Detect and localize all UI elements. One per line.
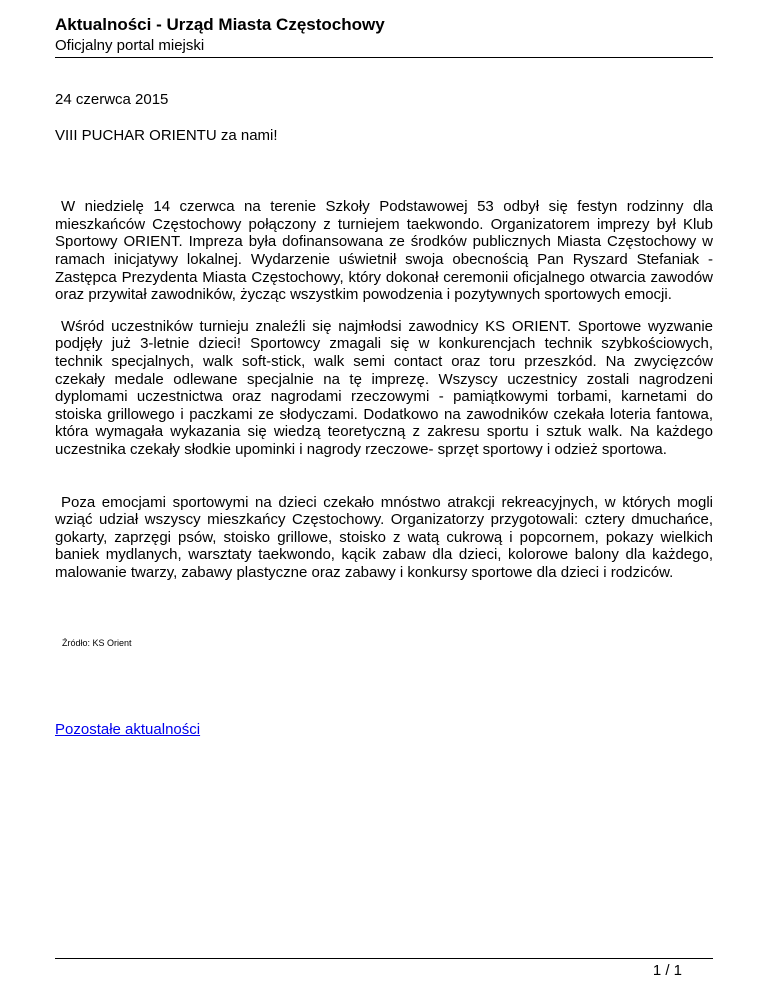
article (55, 91, 713, 739)
site-subtitle: Oficjalny portal miejski (55, 37, 205, 54)
header-divider (55, 57, 713, 58)
page-header (55, 14, 713, 56)
page-number: 1 / 1 (652, 962, 682, 979)
article-title: VIII PUCHAR ORIENTU za nami! (55, 126, 278, 144)
article-date: 24 czerwca 2015 (55, 91, 169, 108)
article-source: Źródło: KS Orient (62, 638, 132, 649)
article-paragraph: Poza emocjami sportowymi na dzieci czekało mnóstwo atrakcji rekreacyjnych, w których mogli wziąć udział wszyscy mieszkańcy Częstochowy. Organizatorzy przygotowali: cztery dmuchańce, gokarty, zaprzęgi psów, stoisko grillowe, stoisko z watą cukrową i popcornem, pokazy wielkich baniek mydlanych, warsztaty taekwondo, kącik zabaw dla dzieci, kolorowe balony dla każdego, malowanie twarzy, zabawy plastyczne oraz zabawy i konkursy sportowe dla dzieci i rodziców. (55, 493, 713, 581)
article-paragraph: W niedzielę 14 czerwca na terenie Szkoły Podstawowej 53 odbył się festyn rodzinny dla mieszkańców Częstochowy połączony z turniejem taekwondo. Organizatorem imprezy był Klub Sportowy ORIENT. Impreza była dofinansowana ze środków publicznych Miasta Częstochowy w ramach inicjatywy lokalnej. Wydarzenie uświetnił swoja obecnością Pan Ryszard Stefaniak - Zastępca Prezydenta Miasta Częstochowy, który dokonał ceremonii oficjalnego otwarcia zawodów oraz przywitał zawodników, życząc wszystkim powodzenia i pozytywnych sportowych emocji. (55, 198, 713, 304)
footer-divider (55, 958, 713, 959)
site-title: Aktualności - Urząd Miasta Częstochowy (55, 15, 385, 34)
article-paragraph: Wśród uczestników turnieju znaleźli się najmłodsi zawodnicy KS ORIENT. Sportowe wyzwanie podjęły już 3-letnie dzieci! Sportowcy zmagali się w konkurencjach technik szybkościowych, technik specjalnych, walk soft-stick, walk semi contact oraz toru przeszkód. Na zwycięzców czekały medale odlewane specjalnie na tę imprezę. Wszyscy uczestnicy zostali nagrodzeni dyplomami uczestnictwa oraz nagrodami rzeczowymi - pamiątkowymi torbami, karnetami do stoiska grillowego i paczkami ze słodyczami. Dodatkowo na zawodników czekała loteria fantowa, która wymagała wykazania się wiedzą teoretyczną z zakresu sportu i sztuk walk. Na każdego uczestnika czekały słodkie upominki i nagrody rzeczowe- sprzęt sportowy i odzież sportowa. (55, 317, 713, 458)
other-news-link[interactable]: Pozostałe aktualności (55, 721, 201, 739)
